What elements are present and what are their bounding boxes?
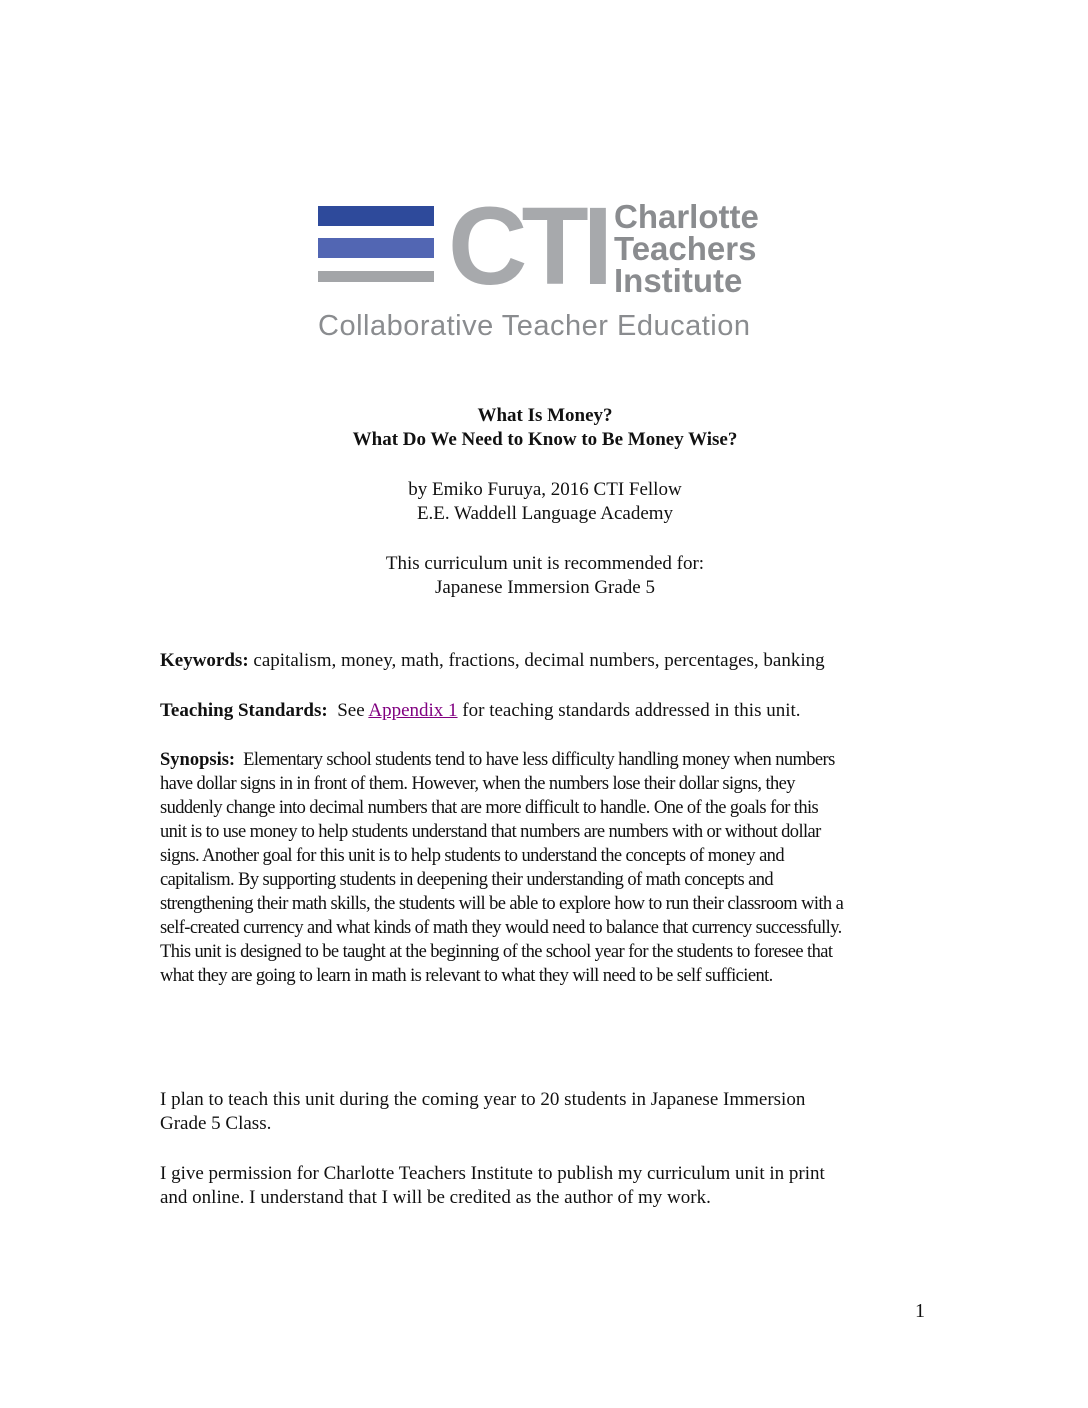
standards-paragraph <box>160 699 935 723</box>
synopsis-line: unit is to use money to help students understand that numbers are numbers with or without dollar <box>160 822 821 842</box>
logo-bar-top <box>318 206 434 226</box>
permission-paragraph <box>160 1162 935 1210</box>
logo-bar-bottom <box>318 271 434 282</box>
plan-line-2: Grade 5 Class. <box>160 1113 272 1134</box>
cti-logo <box>318 185 788 350</box>
synopsis-paragraph <box>160 748 935 988</box>
logo-org-line-1: Charlotte <box>614 198 759 235</box>
keywords-text: capitalism, money, math, fractions, decimal numbers, percentages, banking <box>248 650 825 671</box>
permission-line-1: I give permission for Charlotte Teachers Institute to publish my curriculum unit in print <box>160 1163 825 1184</box>
appendix-link[interactable]: Appendix 1 <box>368 700 458 721</box>
synopsis-label: Synopsis: <box>160 750 236 770</box>
page-number: 1 <box>915 1300 925 1322</box>
unit-title-line-2: What Do We Need to Know to Be Money Wise? <box>352 429 738 450</box>
synopsis-line: Elementary school students tend to have less difficulty handling money when numbers <box>235 750 835 770</box>
grade-line: Japanese Immersion Grade 5 <box>434 577 655 598</box>
keywords-paragraph <box>160 649 935 673</box>
logo-tagline: Collaborative Teacher Education <box>318 310 751 342</box>
plan-line-1: I plan to teach this unit during the coming year to 20 students in Japanese Immersion <box>160 1089 806 1110</box>
permission-line-2: and online. I understand that I will be credited as the author of my work. <box>160 1187 711 1208</box>
synopsis-line: This unit is designed to be taught at the beginning of the school year for the students to foresee that <box>160 942 833 962</box>
synopsis-line: what they are going to learn in math is relevant to what they will need to be self sufficient. <box>160 966 773 986</box>
synopsis-line: capitalism. By supporting students in deepening their understanding of math concepts and <box>160 870 774 890</box>
synopsis-line: self-created currency and what kinds of math they would need to balance that currency successfully. <box>160 918 842 938</box>
synopsis-line: strengthening their math skills, the students will be able to explore how to run their classroom with a <box>160 894 844 914</box>
logo-org-line-3: Institute <box>614 262 743 299</box>
logo-org-line-2: Teachers <box>614 230 757 267</box>
standards-label: Teaching Standards: <box>160 700 328 721</box>
plan-paragraph <box>160 1088 935 1136</box>
standards-text-before: See <box>327 700 369 721</box>
synopsis-line: suddenly change into decimal numbers that are more difficult to handle. One of the goals for this <box>160 798 819 818</box>
keywords-label: Keywords: <box>160 650 249 671</box>
author-line: by Emiko Furuya, 2016 CTI Fellow <box>408 479 682 500</box>
unit-title-line-1: What Is Money? <box>477 405 613 426</box>
synopsis-line: signs. Another goal for this unit is to help students to understand the concepts of money and <box>160 846 784 866</box>
logo-acronym: CTI <box>448 185 608 308</box>
standards-text-after: for teaching standards addressed in this unit. <box>457 700 801 721</box>
logo-bar-middle <box>318 238 434 258</box>
recommended-line: This curriculum unit is recommended for: <box>385 553 705 574</box>
school-line: E.E. Waddell Language Academy <box>416 503 674 524</box>
synopsis-line: have dollar signs in in front of them. However, when the numbers lose their dollar signs, they <box>160 774 795 794</box>
